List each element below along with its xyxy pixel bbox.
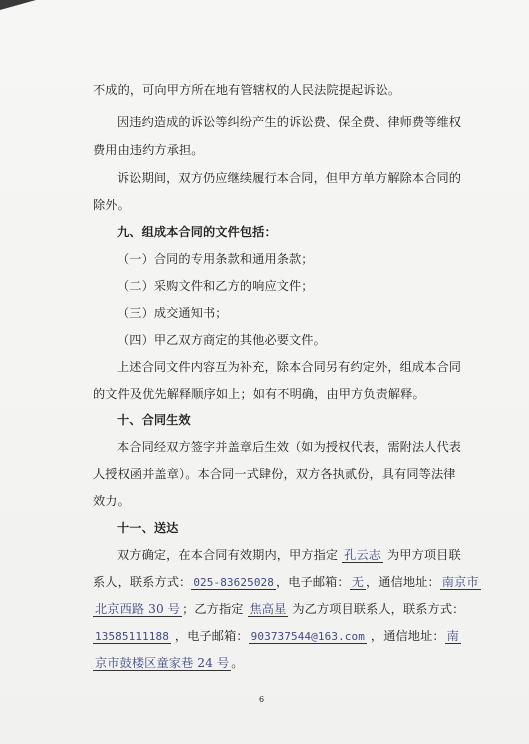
text-line: 不成的，可向甲方所在地有管辖权的人民法院提起诉讼。 — [93, 83, 401, 97]
text-line — [93, 654, 244, 671]
party-b-email: 903737544@163.com — [250, 630, 365, 643]
section-heading-10: 十、合同生效 — [117, 413, 191, 427]
text-line: 诉讼期间，双方仍应继续履行本合同，但甲方单方解除本合同的 — [117, 171, 462, 185]
text-fragment: 。 — [231, 656, 244, 670]
text-line — [93, 573, 481, 590]
text-line: 费用由违约方承担。 — [93, 143, 204, 157]
text-fragment: ，电子邮箱： — [170, 629, 249, 643]
text-fragment: 为乙方项目联系人，联系方式： — [288, 602, 465, 616]
text-line — [93, 627, 461, 644]
text-line: 的文件及优先解释顺序如上；如有不明确，由甲方负责解释。 — [93, 387, 425, 401]
section-heading-11: 十一、送达 — [117, 521, 179, 535]
text-fragment: 系人，联系方式： — [93, 575, 192, 589]
party-a-contact-name: 孔云志 — [344, 548, 382, 562]
text-fragment: 为甲方项目联 — [383, 548, 461, 562]
text-fragment: ，通信地址： — [366, 575, 440, 589]
party-b-address: 南 — [446, 629, 459, 643]
text-line — [117, 546, 461, 563]
party-b-address-cont: 京市鼓楼区童家巷 24 号 — [95, 656, 230, 670]
party-a-address-cont: 北京西路 30 号 — [95, 602, 181, 616]
list-item: （四）甲乙双方商定的其他必要文件。 — [117, 333, 326, 347]
text-fragment: ；乙方指定 — [182, 602, 248, 616]
text-line — [93, 600, 464, 617]
list-item: （三）成交通知书； — [117, 306, 228, 320]
section-heading-9: 九、组成本合同的文件包括： — [117, 225, 277, 239]
page-number: 6 — [259, 695, 265, 704]
list-item: （二）采购文件和乙方的响应文件； — [117, 279, 314, 293]
text-fragment: ，电子邮箱： — [275, 575, 350, 589]
text-line: 除外。 — [93, 198, 130, 212]
party-b-contact-name: 焦高星 — [249, 602, 287, 616]
text-fragment: 双方确定，在本合同有效期内，甲方指定 — [117, 548, 343, 562]
party-a-address: 南京市 — [441, 575, 479, 589]
list-item: （一）合同的专用条款和通用条款； — [117, 252, 314, 266]
text-line: 本合同经双方签字并盖章后生效（如为授权代表，需附法人代表 — [117, 440, 462, 454]
party-a-phone: 025-83625028 — [193, 576, 274, 589]
text-line: 效力。 — [93, 494, 130, 508]
text-line: 因违约造成的诉讼等纠纷产生的诉讼费、保全费、律师费等维权 — [117, 115, 462, 129]
party-a-email: 无 — [351, 575, 365, 589]
text-line: 上述合同文件内容互为补充，除本合同另有约定外，组成本合同 — [117, 360, 462, 374]
text-line: 人授权函并盖章）。本合同一式肆份，双方各执贰份，具有同等法律 — [93, 467, 456, 481]
party-b-phone: 13585111188 — [95, 630, 169, 643]
scan-corner-mark — [0, 0, 36, 10]
text-fragment: ，通信地址： — [366, 629, 445, 643]
